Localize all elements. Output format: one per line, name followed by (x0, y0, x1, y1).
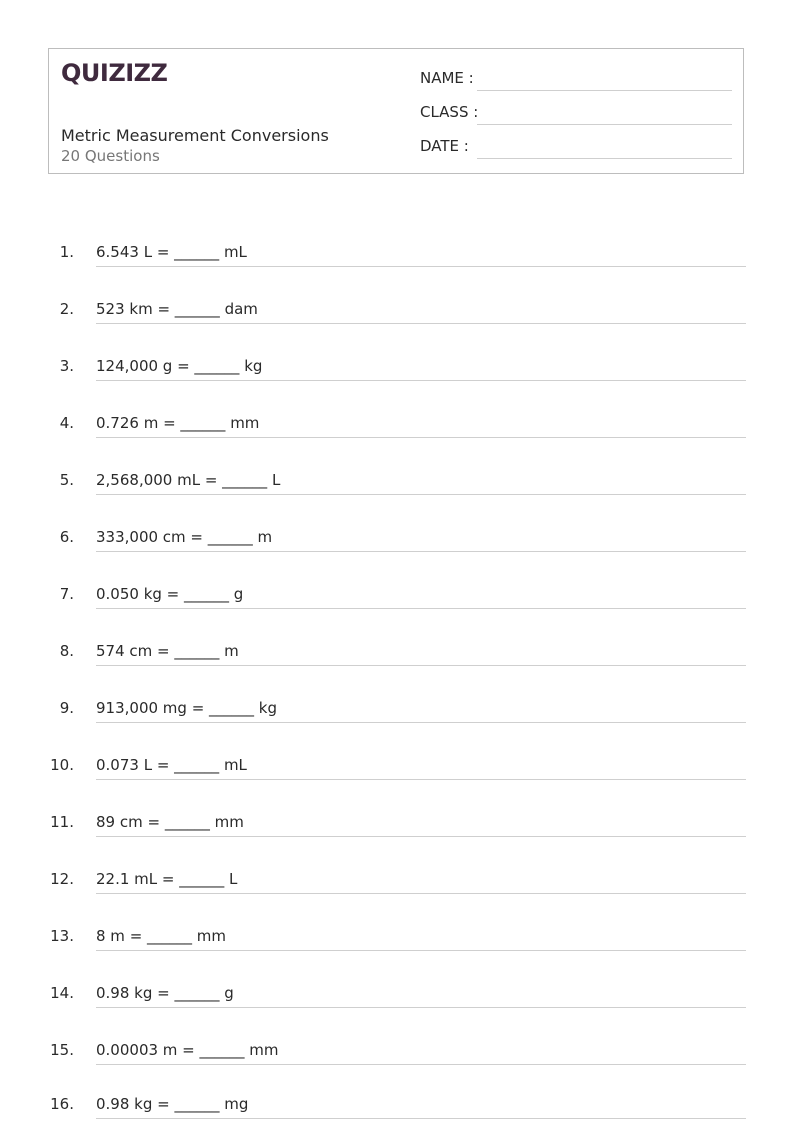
question-item (0, 639, 746, 669)
question-number: 2. (59, 300, 74, 318)
answer-line (96, 323, 746, 324)
answer-line (96, 380, 746, 381)
question-text: 8 m = ______ mm (96, 927, 227, 945)
answer-line (96, 836, 746, 837)
answer-line (96, 1007, 746, 1008)
question-text: 0.073 L = ______ mL (96, 756, 247, 774)
name-field-line[interactable] (477, 90, 732, 91)
question-text: 574 cm = ______ m (96, 642, 239, 660)
question-item (0, 354, 746, 384)
question-item (0, 525, 746, 555)
question-text: 0.050 kg = ______ g (96, 585, 244, 603)
question-number: 7. (59, 585, 74, 603)
question-item (0, 810, 746, 840)
date-field-line[interactable] (477, 158, 732, 159)
question-number: 14. (50, 984, 74, 1002)
name-field-label: NAME : (420, 69, 474, 87)
question-number: 4. (59, 414, 74, 432)
question-item (0, 240, 746, 270)
question-text: 89 cm = ______ mm (96, 813, 244, 831)
question-text: 523 km = ______ dam (96, 300, 258, 318)
date-field[interactable] (420, 135, 732, 159)
answer-line (96, 437, 746, 438)
question-item (0, 297, 746, 327)
question-number: 5. (59, 471, 74, 489)
question-text: 6.543 L = ______ mL (96, 243, 247, 261)
answer-line (96, 494, 746, 495)
question-item (0, 981, 746, 1011)
question-number: 1. (59, 243, 74, 261)
question-number: 3. (59, 357, 74, 375)
answer-line (96, 1064, 746, 1065)
answer-line (96, 779, 746, 780)
question-number: 8. (59, 642, 74, 660)
question-number: 6. (59, 528, 74, 546)
answer-line (96, 722, 746, 723)
answer-line (96, 893, 746, 894)
answer-line (96, 950, 746, 951)
question-text: 124,000 g = ______ kg (96, 357, 263, 375)
answer-line (96, 266, 746, 267)
question-number: 13. (50, 927, 74, 945)
worksheet-header (48, 48, 744, 174)
question-item (0, 696, 746, 726)
question-text: 0.98 kg = ______ g (96, 984, 234, 1002)
answer-line (96, 665, 746, 666)
question-number: 10. (50, 756, 74, 774)
question-item (0, 582, 746, 612)
answer-line (96, 551, 746, 552)
worksheet-title: Metric Measurement Conversions (61, 126, 329, 145)
question-item (0, 867, 746, 897)
question-item (0, 753, 746, 783)
question-text: 22.1 mL = ______ L (96, 870, 238, 888)
question-number: 11. (50, 813, 74, 831)
question-number: 16. (50, 1095, 74, 1113)
question-item (0, 411, 746, 441)
question-text: 0.98 kg = ______ mg (96, 1095, 249, 1113)
class-field[interactable] (420, 101, 732, 125)
question-text: 0.726 m = ______ mm (96, 414, 260, 432)
question-count: 20 Questions (61, 147, 160, 165)
question-text: 2,568,000 mL = ______ L (96, 471, 281, 489)
answer-line (96, 608, 746, 609)
quizizz-logo: QUIZIZZ (61, 59, 168, 87)
question-item (0, 1092, 746, 1122)
class-field-line[interactable] (477, 124, 732, 125)
date-field-label: DATE : (420, 137, 469, 155)
question-item (0, 924, 746, 954)
question-text: 0.00003 m = ______ mm (96, 1041, 279, 1059)
question-text: 913,000 mg = ______ kg (96, 699, 278, 717)
class-field-label: CLASS : (420, 103, 479, 121)
question-number: 15. (50, 1041, 74, 1059)
question-item (0, 1038, 746, 1068)
question-number: 12. (50, 870, 74, 888)
name-field[interactable] (420, 67, 732, 91)
answer-line (96, 1118, 746, 1119)
question-item (0, 468, 746, 498)
question-text: 333,000 cm = ______ m (96, 528, 273, 546)
question-number: 9. (59, 699, 74, 717)
